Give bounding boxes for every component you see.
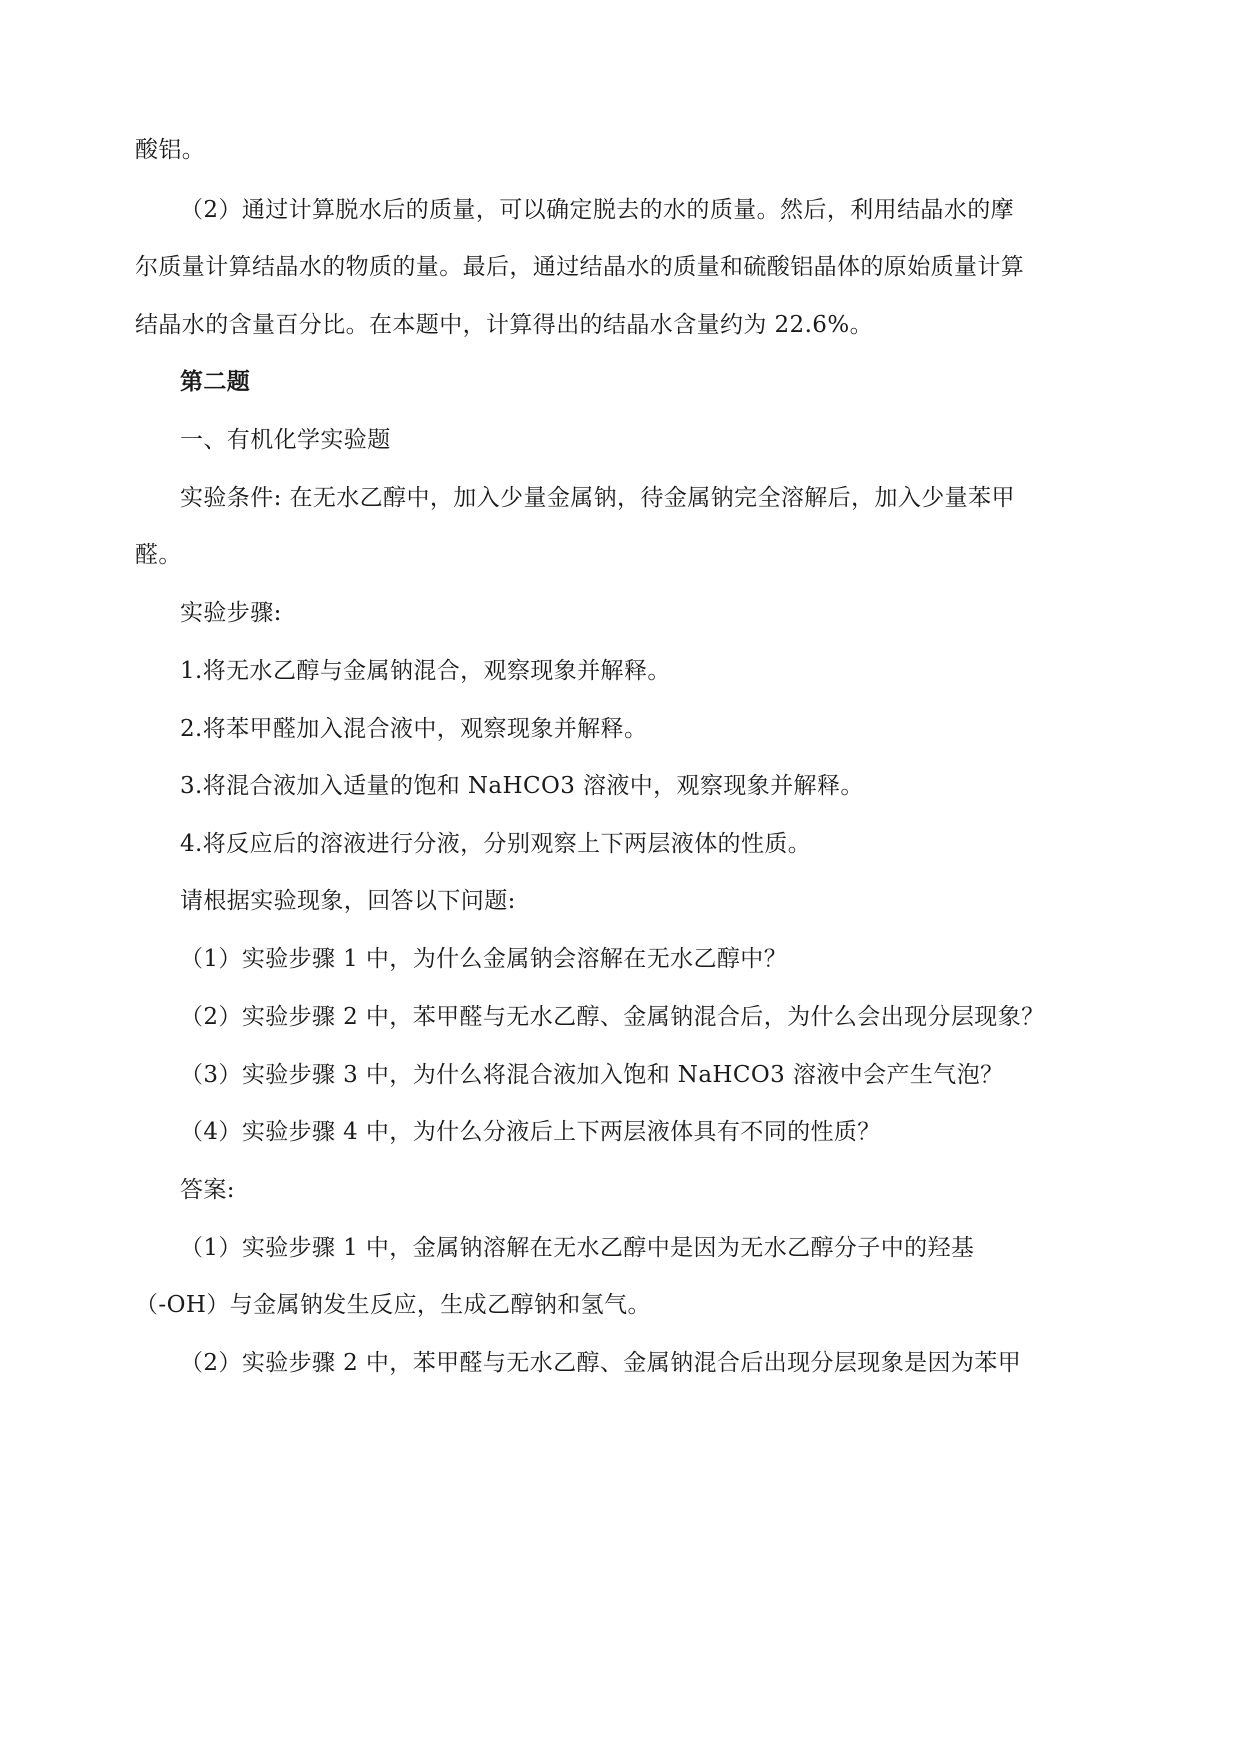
answer-item: （2）实验步骤 2 中，苯甲醛与无水乙醇、金属钠混合后出现分层现象是因为苯甲	[180, 1350, 1022, 1376]
paragraph-line: 醛。	[135, 542, 182, 568]
question-item: （3）实验步骤 3 中，为什么将混合液加入饱和 NaHCO3 溶液中会产生气泡？	[180, 1062, 1004, 1088]
paragraph-line: （2）通过计算脱水后的质量，可以确定脱去的水的质量。然后，利用结晶水的摩	[180, 197, 1015, 223]
step-item: 1.将无水乙醇与金属钠混合，观察现象并解释。	[180, 658, 671, 684]
step-item: 3.将混合液加入适量的饱和 NaHCO3 溶液中，观察现象并解释。	[180, 773, 864, 799]
paragraph-line: 结晶水的含量百分比。在本题中，计算得出的结晶水含量约为 22.6%。	[135, 312, 873, 338]
subsection-heading: 一、有机化学实验题	[180, 427, 391, 453]
paragraph-line: 实验条件: 在无水乙醇中，加入少量金属钠，待金属钠完全溶解后，加入少量苯甲	[180, 485, 1015, 511]
answer-heading: 答案:	[180, 1177, 235, 1203]
question-item: （4）实验步骤 4 中，为什么分液后上下两层液体具有不同的性质？	[180, 1119, 881, 1145]
paragraph-line: 尔质量计算结晶水的物质的量。最后，通过结晶水的质量和硫酸铝晶体的原始质量计算	[135, 254, 1025, 280]
question-item: （1）实验步骤 1 中，为什么金属钠会溶解在无水乙醇中？	[180, 946, 788, 972]
section-heading: 第二题	[180, 368, 251, 395]
answer-item: （-OH）与金属钠发生反应，生成乙醇钠和氢气。	[135, 1292, 651, 1318]
paragraph-line: 酸铝。	[135, 137, 206, 163]
steps-heading: 实验步骤:	[180, 600, 282, 626]
answer-item: （1）实验步骤 1 中，金属钠溶解在无水乙醇中是因为无水乙醇分子中的羟基	[180, 1235, 975, 1261]
question-intro: 请根据实验现象，回答以下问题:	[180, 888, 516, 914]
step-item: 4.将反应后的溶液进行分液，分别观察上下两层液体的性质。	[180, 831, 812, 857]
question-item: （2）实验步骤 2 中，苯甲醛与无水乙醇、金属钠混合后，为什么会出现分层现象？	[180, 1004, 1045, 1030]
step-item: 2.将苯甲醛加入混合液中，观察现象并解释。	[180, 716, 648, 742]
